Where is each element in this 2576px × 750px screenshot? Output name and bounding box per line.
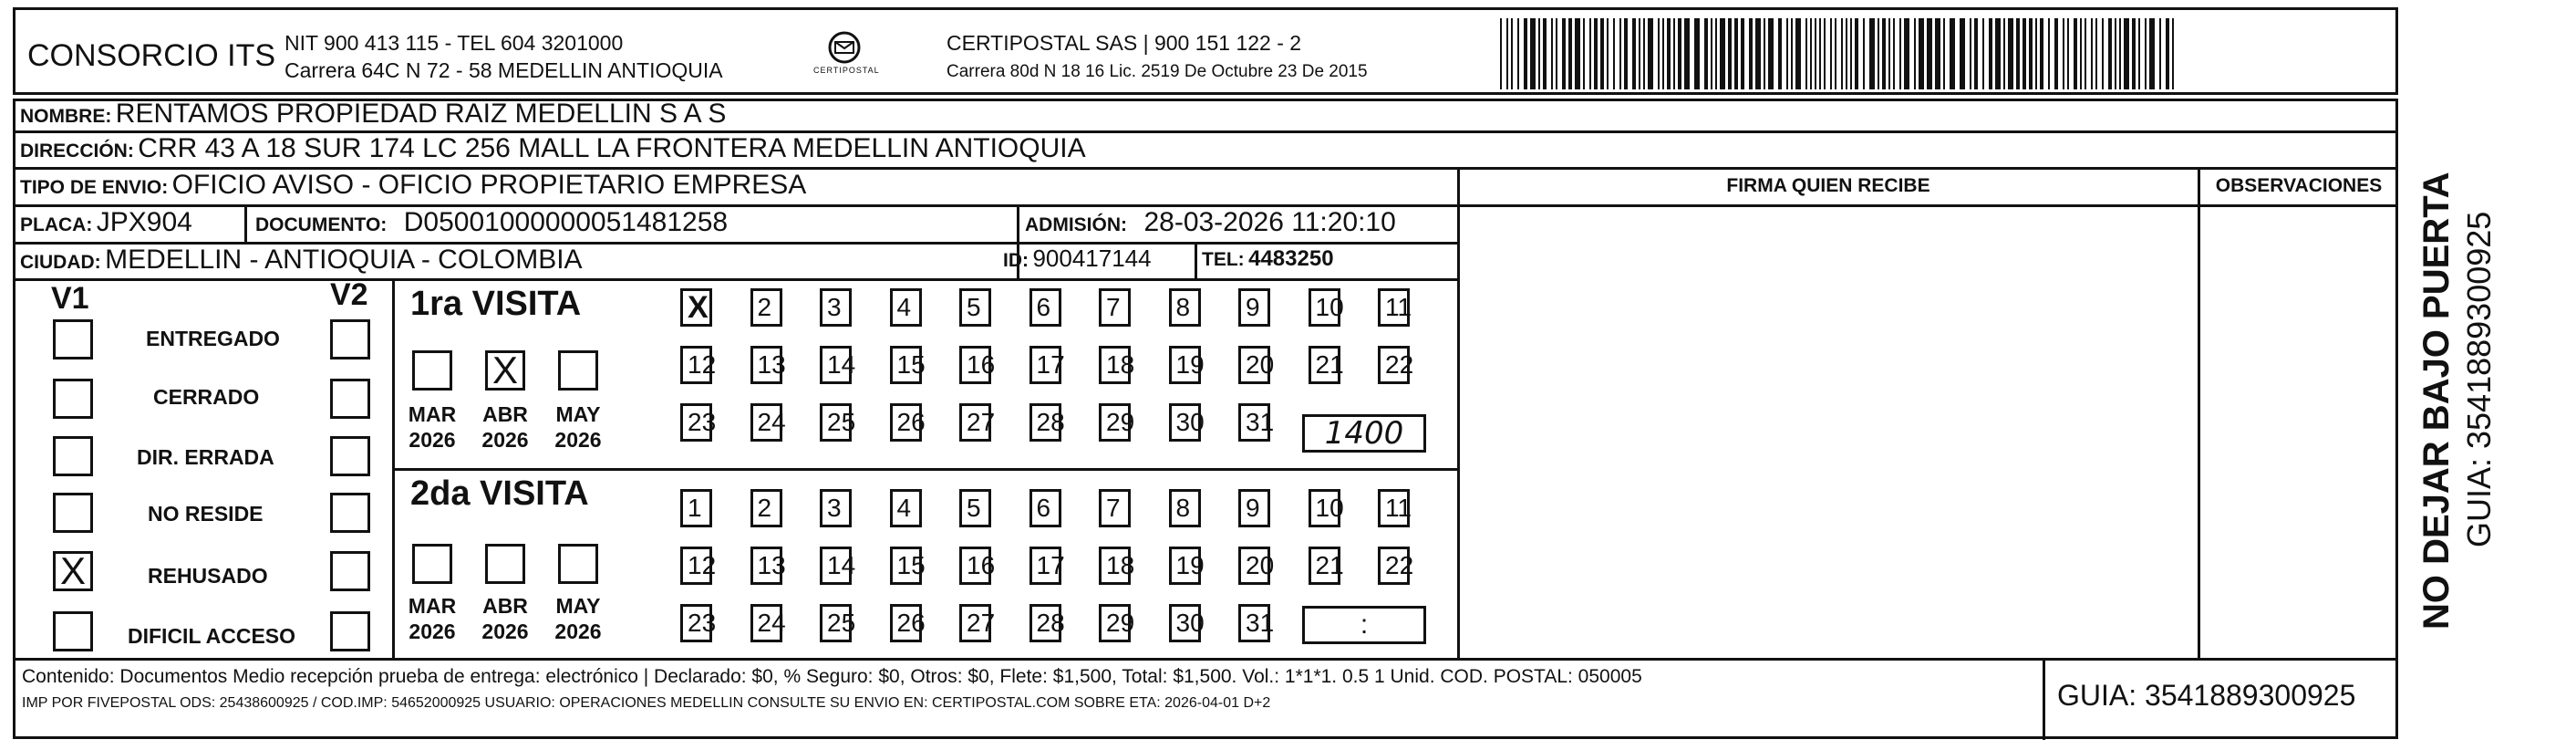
barcode-bar (1543, 18, 1547, 89)
barcode-bar (1704, 18, 1708, 89)
month-name: MAY (555, 594, 601, 618)
v1-checkbox-no-reside[interactable] (53, 493, 93, 533)
visit1-day-box[interactable]: 27 (959, 403, 991, 442)
visit2-day-box[interactable]: 4 (890, 489, 922, 527)
documento-value: D05001000000051481258 (403, 207, 729, 237)
visit1-day-box[interactable]: 19 (1169, 346, 1201, 384)
visit1-day-box[interactable]: 14 (820, 346, 852, 384)
admision-label: ADMISIÓN: (1025, 214, 1127, 235)
visit2-day-box[interactable]: 14 (820, 547, 852, 585)
barcode-bar (1720, 18, 1725, 89)
barcode-bar (1530, 18, 1536, 89)
barcode-bar (2074, 18, 2077, 89)
barcode-bar (1805, 18, 1807, 89)
visit2-day-box[interactable]: 13 (750, 547, 782, 585)
visit2-day-box[interactable]: 26 (890, 604, 922, 642)
barcode-bar (1919, 18, 1924, 89)
nombre-value: RENTAMOS PROPIEDAD RAIZ MEDELLIN S A S (115, 99, 727, 129)
certipostal-logo (808, 27, 881, 82)
address-line: Carrera 64C N 72 - 58 MEDELLIN ANTIOQUIA (284, 58, 723, 82)
barcode-bar (2102, 18, 2104, 89)
status-label-dificil-acceso: DIFICIL ACCESO (128, 624, 296, 648)
barcode-bar (1517, 18, 1519, 89)
ciudad-row (20, 245, 583, 276)
visit2-month-may-label (542, 593, 615, 644)
barcode-bar (2159, 18, 2161, 89)
barcode-bar (2080, 18, 2082, 89)
visit2-day-box[interactable]: 16 (959, 547, 991, 585)
barcode-bar (1694, 18, 1700, 89)
visit1-month-abr-label (469, 401, 542, 453)
visit2-day-box[interactable]: 21 (1309, 547, 1340, 585)
barcode-bar (1791, 18, 1793, 89)
visit1-day-box[interactable]: 10 (1309, 288, 1340, 327)
barcode-bar (1869, 18, 1875, 89)
barcode-bar (1914, 18, 1916, 89)
visit1-day-box[interactable]: 18 (1099, 346, 1131, 384)
barcode-bar (2091, 18, 2093, 89)
visit2-month-may-checkbox[interactable] (558, 544, 598, 584)
barcode (1500, 18, 2179, 89)
direccion-row (20, 133, 1086, 164)
v2-checkbox-rehusado[interactable] (330, 551, 370, 591)
documento-label: DOCUMENTO: (255, 214, 388, 235)
barcode-bar (2132, 18, 2136, 89)
row-line (1457, 204, 2398, 207)
visit1-day-box[interactable]: 21 (1309, 346, 1340, 384)
month-year: 2026 (409, 428, 456, 452)
barcode-bar (1613, 18, 1615, 89)
barcode-bar (1575, 18, 1580, 89)
barcode-bar (1684, 18, 1690, 89)
barcode-bar (2067, 18, 2069, 89)
visit2-day-box[interactable]: 29 (1099, 604, 1131, 642)
certipostal-line: CERTIPOSTAL SAS | 900 151 122 - 2 (947, 31, 1302, 55)
visit1-day-box[interactable]: 30 (1169, 403, 1201, 442)
barcode-bar (1786, 18, 1788, 89)
tipo-label: TIPO DE ENVIO: (20, 177, 169, 198)
barcode-bar (1878, 18, 1879, 89)
barcode-bar (1950, 18, 1955, 89)
barcode-bar (1768, 18, 1774, 89)
admision-value: 28-03-2026 11:20:10 (1143, 207, 1396, 237)
visit2-day-box[interactable]: 2 (750, 489, 782, 527)
barcode-bar (1893, 18, 1895, 89)
barcode-bar (2063, 18, 2064, 89)
month-year: 2026 (481, 428, 529, 452)
nombre-row (20, 99, 726, 130)
nombre-label: NOMBRE: (20, 106, 112, 127)
barcode-bar (1974, 18, 1978, 89)
month-year: 2026 (409, 620, 456, 643)
ciudad-value: MEDELLIN - ANTIOQUIA - COLOMBIA (105, 245, 583, 275)
barcode-bar (1506, 18, 1508, 89)
barcode-bar (1935, 18, 1940, 89)
visit1-day-box[interactable]: 23 (680, 403, 712, 442)
visit1-day-box[interactable]: 29 (1099, 403, 1131, 442)
barcode-bar (1855, 18, 1858, 89)
barcode-bar (2023, 18, 2026, 89)
barcode-bar (1741, 18, 1744, 89)
barcode-bar (1960, 18, 1965, 89)
no-dejar-bajo-puerta: NO DEJAR BAJO PUERTA (2416, 172, 2457, 630)
status-label-entregado: ENTREGADO (146, 327, 280, 350)
barcode-bar (1678, 18, 1681, 89)
barcode-bar (2095, 18, 2097, 89)
barcode-bar (1715, 18, 1717, 89)
visit2-day-box[interactable]: 31 (1238, 604, 1270, 642)
month-name: ABR (482, 594, 528, 618)
barcode-bar (1835, 18, 1836, 89)
barcode-bar (1764, 18, 1765, 89)
footer-guia: GUIA: 3541889300925 (2057, 679, 2356, 712)
logo-text: CERTIPOSTAL (813, 66, 880, 75)
side-text-block (2407, 119, 2571, 630)
barcode-bar (2124, 18, 2129, 89)
barcode-bar (1734, 18, 1738, 89)
visit1-day-box[interactable]: 7 (1099, 288, 1131, 327)
barcode-bar (1583, 18, 1585, 89)
barcode-bar (2003, 18, 2005, 89)
visit2-day-box[interactable]: 15 (890, 547, 922, 585)
ciudad-label: CIUDAD: (20, 252, 101, 273)
visit2-day-box[interactable]: 8 (1169, 489, 1201, 527)
visit1-day-box[interactable]: 3 (820, 288, 852, 327)
visit1-day-box[interactable]: 5 (959, 288, 991, 327)
visit2-day-box[interactable]: 19 (1169, 547, 1201, 585)
footer-imp-line: IMP POR FIVEPOSTAL ODS: 25438600925 / COD.IMP: 54652000925 USUARIO: OPERACIONES MEDELLIN CONSULTE SU ENVIO EN: CERTIPOSTAL.COM SOBRE ETA: 2026-04-01 D+2 (22, 695, 1271, 711)
visit2-day-box[interactable]: 5 (959, 489, 991, 527)
admision-row (1025, 207, 1396, 238)
visit2-day-box[interactable]: 20 (1238, 547, 1270, 585)
visit1-day-box[interactable]: 6 (1029, 288, 1061, 327)
direccion-label: DIRECCIÓN: (20, 141, 134, 161)
v1-checkbox-rehusado[interactable]: X (53, 551, 93, 591)
tipo-row (20, 170, 806, 201)
barcode-bar (1511, 18, 1513, 89)
barcode-bar (2040, 18, 2043, 89)
barcode-bar (1624, 18, 1628, 89)
barcode-bar (1600, 18, 1604, 89)
visit1-day-box[interactable]: 24 (750, 403, 782, 442)
barcode-bar (1749, 18, 1753, 89)
barcode-bar (1899, 18, 1901, 89)
visit1-day-box[interactable]: 20 (1238, 346, 1270, 384)
barcode-bar (1524, 18, 1527, 89)
status-label-no-reside: NO RESIDE (148, 502, 264, 526)
barcode-bar (2119, 18, 2121, 89)
visit1-day-box[interactable]: 2 (750, 288, 782, 327)
col-line (244, 204, 247, 243)
visit2-time-box[interactable]: : (1302, 606, 1426, 644)
col-line (1457, 167, 1460, 660)
barcode-bar (1556, 18, 1557, 89)
barcode-bar (1639, 18, 1640, 89)
visit1-day-box[interactable]: 9 (1238, 288, 1270, 327)
barcode-bar (1943, 18, 1945, 89)
visit1-day-box[interactable]: 11 (1378, 288, 1410, 327)
barcode-bar (1658, 18, 1660, 89)
barcode-bar (1728, 18, 1732, 89)
visit1-day-box[interactable]: 8 (1169, 288, 1201, 327)
visit1-time-box[interactable]: 1400 (1302, 414, 1426, 453)
visit1-day-box[interactable]: 4 (890, 288, 922, 327)
barcode-bar (1989, 18, 1992, 89)
visit2-day-box[interactable]: 30 (1169, 604, 1201, 642)
visit1-day-box[interactable]: X (680, 288, 712, 327)
tel-row (1202, 246, 1334, 272)
visit2-day-box[interactable]: 25 (820, 604, 852, 642)
visit2-day-box[interactable]: 6 (1029, 489, 1061, 527)
month-year: 2026 (481, 620, 529, 643)
visit1-day-box[interactable]: 31 (1238, 403, 1270, 442)
visit2-day-box[interactable]: 12 (680, 547, 712, 585)
barcode-bar (2149, 18, 2155, 89)
barcode-bar (1673, 18, 1675, 89)
row-line (13, 658, 2398, 661)
barcode-bar (2115, 18, 2116, 89)
barcode-bar (1970, 18, 1971, 89)
month-name: MAY (555, 402, 601, 426)
v2-label: V2 (330, 277, 368, 312)
firma-header: FIRMA QUIEN RECIBE (1726, 175, 1930, 196)
visit1-day-box[interactable]: 16 (959, 346, 991, 384)
barcode-bar (1846, 18, 1847, 89)
visit1-day-box[interactable]: 13 (750, 346, 782, 384)
barcode-bar (1863, 18, 1865, 89)
visit2-day-box[interactable]: 7 (1099, 489, 1131, 527)
barcode-bar (1500, 18, 1502, 89)
barcode-bar (1819, 18, 1821, 89)
barcode-bar (1755, 18, 1761, 89)
visit2-month-abr-checkbox[interactable] (485, 544, 525, 584)
barcode-bar (2048, 18, 2050, 89)
status-label-cerrado: CERRADO (153, 385, 260, 409)
barcode-bar (1648, 18, 1653, 89)
barcode-bar (1589, 18, 1591, 89)
barcode-bar (2145, 18, 2147, 89)
visit2-month-mar-label (396, 593, 469, 644)
barcode-bar (1810, 18, 1812, 89)
barcode-bar (1619, 18, 1621, 89)
row-line (13, 278, 1459, 281)
visit2-day-box[interactable]: 24 (750, 604, 782, 642)
barcode-bar (1841, 18, 1843, 89)
barcode-bar (1888, 18, 1890, 89)
month-name: MAR (408, 402, 457, 426)
barcode-bar (1662, 18, 1664, 89)
visit1-title: 1ra VISITA (410, 285, 582, 323)
visit1-day-box[interactable]: 28 (1029, 403, 1061, 442)
v1-label: V1 (51, 281, 89, 316)
barcode-bar (2008, 18, 2013, 89)
col-line (2043, 658, 2045, 740)
barcode-bar (2035, 18, 2037, 89)
v1-checkbox-dir-errada[interactable] (53, 436, 93, 476)
visit2-day-box[interactable]: 23 (680, 604, 712, 642)
visit1-day-box[interactable]: 17 (1029, 346, 1061, 384)
visit2-day-box[interactable]: 11 (1378, 489, 1410, 527)
barcode-bar (1927, 18, 1932, 89)
visit1-month-mar-checkbox[interactable] (412, 350, 452, 391)
visit1-day-box[interactable]: 26 (890, 403, 922, 442)
visit1-day-box[interactable]: 25 (820, 403, 852, 442)
col-line (392, 278, 395, 660)
id-value: 900417144 (1032, 245, 1152, 272)
barcode-bar (2138, 18, 2140, 89)
barcode-bar (1850, 18, 1852, 89)
v2-checkbox-cerrado[interactable] (330, 379, 370, 419)
v1-checkbox-cerrado[interactable] (53, 379, 93, 419)
barcode-bar (2108, 18, 2112, 89)
visit1-day-box[interactable]: 15 (890, 346, 922, 384)
placa-value: JPX904 (96, 207, 192, 237)
barcode-bar (2016, 18, 2020, 89)
month-name: ABR (482, 402, 528, 426)
visit2-day-box[interactable]: 3 (820, 489, 852, 527)
barcode-bar (2054, 18, 2058, 89)
barcode-bar (1778, 18, 1782, 89)
tel-value: 4483250 (1248, 246, 1334, 271)
barcode-bar (1538, 18, 1540, 89)
v2-checkbox-dificil-acceso[interactable] (330, 611, 370, 651)
visit2-day-box[interactable]: 22 (1378, 547, 1410, 585)
tipo-value: OFICIO AVISO - OFICIO PROPIETARIO EMPRESA (171, 170, 807, 200)
barcode-bar (2172, 18, 2174, 89)
barcode-bar (1815, 18, 1816, 89)
visit2-month-mar-checkbox[interactable] (412, 544, 452, 584)
visit2-day-box[interactable]: 9 (1238, 489, 1270, 527)
placa-label: PLACA: (20, 214, 93, 235)
barcode-bar (1643, 18, 1645, 89)
status-label-rehusado: REHUSADO (148, 564, 268, 588)
barcode-bar (1594, 18, 1598, 89)
col-line (1195, 242, 1197, 279)
month-name: MAR (408, 594, 457, 618)
barcode-bar (1551, 18, 1553, 89)
visit1-month-may-checkbox[interactable] (558, 350, 598, 391)
barcode-bar (1824, 18, 1826, 89)
visit1-month-mar-label (396, 401, 469, 453)
id-row (1003, 245, 1152, 273)
barcode-bar (1562, 18, 1566, 89)
barcode-bar (1667, 18, 1671, 89)
barcode-bar (2166, 18, 2169, 89)
id-label: ID: (1003, 250, 1029, 271)
v2-checkbox-entregado[interactable] (330, 319, 370, 359)
barcode-graphic (1500, 18, 2179, 89)
observaciones-header: OBSERVACIONES (2215, 175, 2383, 196)
barcode-bar (1568, 18, 1572, 89)
tel-label: TEL: (1202, 249, 1245, 270)
visit2-day-box[interactable]: 17 (1029, 547, 1061, 585)
barcode-bar (2085, 18, 2086, 89)
visit2-day-box[interactable]: 18 (1099, 547, 1131, 585)
barcode-bar (1830, 18, 1832, 89)
visit2-day-box[interactable]: 10 (1309, 489, 1340, 527)
barcode-bar (1795, 18, 1801, 89)
col-line (2198, 167, 2200, 660)
barcode-bar (1982, 18, 1984, 89)
v1-checkbox-entregado[interactable] (53, 319, 93, 359)
month-year: 2026 (554, 428, 602, 452)
barcode-bar (1607, 18, 1609, 89)
barcode-bar (1995, 18, 2001, 89)
visit2-title: 2da VISITA (410, 474, 589, 513)
visit1-day-box[interactable]: 22 (1378, 346, 1410, 384)
barcode-bar (1711, 18, 1712, 89)
barcode-bar (1904, 18, 1909, 89)
visit2-day-box[interactable]: 27 (959, 604, 991, 642)
month-year: 2026 (554, 620, 602, 643)
placa-row (20, 207, 192, 238)
company-name: CONSORCIO ITS (27, 38, 276, 73)
visit1-day-box[interactable]: 12 (680, 346, 712, 384)
barcode-bar (2029, 18, 2033, 89)
side-guia: GUIA: 3541889300925 (2460, 211, 2498, 547)
v1-checkbox-dificil-acceso[interactable] (53, 611, 93, 651)
visit2-day-box[interactable]: 28 (1029, 604, 1061, 642)
visit2-day-box[interactable]: 1 (680, 489, 712, 527)
certipostal-address: Carrera 80d N 18 16 Lic. 2519 De Octubre 23 De 2015 (947, 62, 1368, 81)
v2-checkbox-no-reside[interactable] (330, 493, 370, 533)
status-label-dir-errada: DIR. ERRADA (137, 445, 274, 469)
footer-content-line: Contenido: Documentos Medio recepción prueba de entrega: electrónico | Declarado: $0, % Seguro: $0, Otros: $0, Flete: $1,500, Total: $1,500. Vol.: 1*1*1. 0.5 1 Unid. COD. POSTAL: 050005 (22, 666, 1642, 687)
barcode-bar (1882, 18, 1886, 89)
row-line (394, 468, 1459, 471)
direccion-value: CRR 43 A 18 SUR 174 LC 256 MALL LA FRONTERA MEDELLIN ANTIOQUIA (138, 133, 1086, 163)
v2-checkbox-dir-errada[interactable] (330, 436, 370, 476)
nit-line: NIT 900 413 115 - TEL 604 3201000 (284, 31, 624, 55)
visit2-month-abr-label (469, 593, 542, 644)
barcode-bar (1632, 18, 1636, 89)
visit1-month-may-label (542, 401, 615, 453)
visit1-month-abr-checkbox[interactable]: X (485, 350, 525, 391)
documento-row (255, 207, 728, 238)
